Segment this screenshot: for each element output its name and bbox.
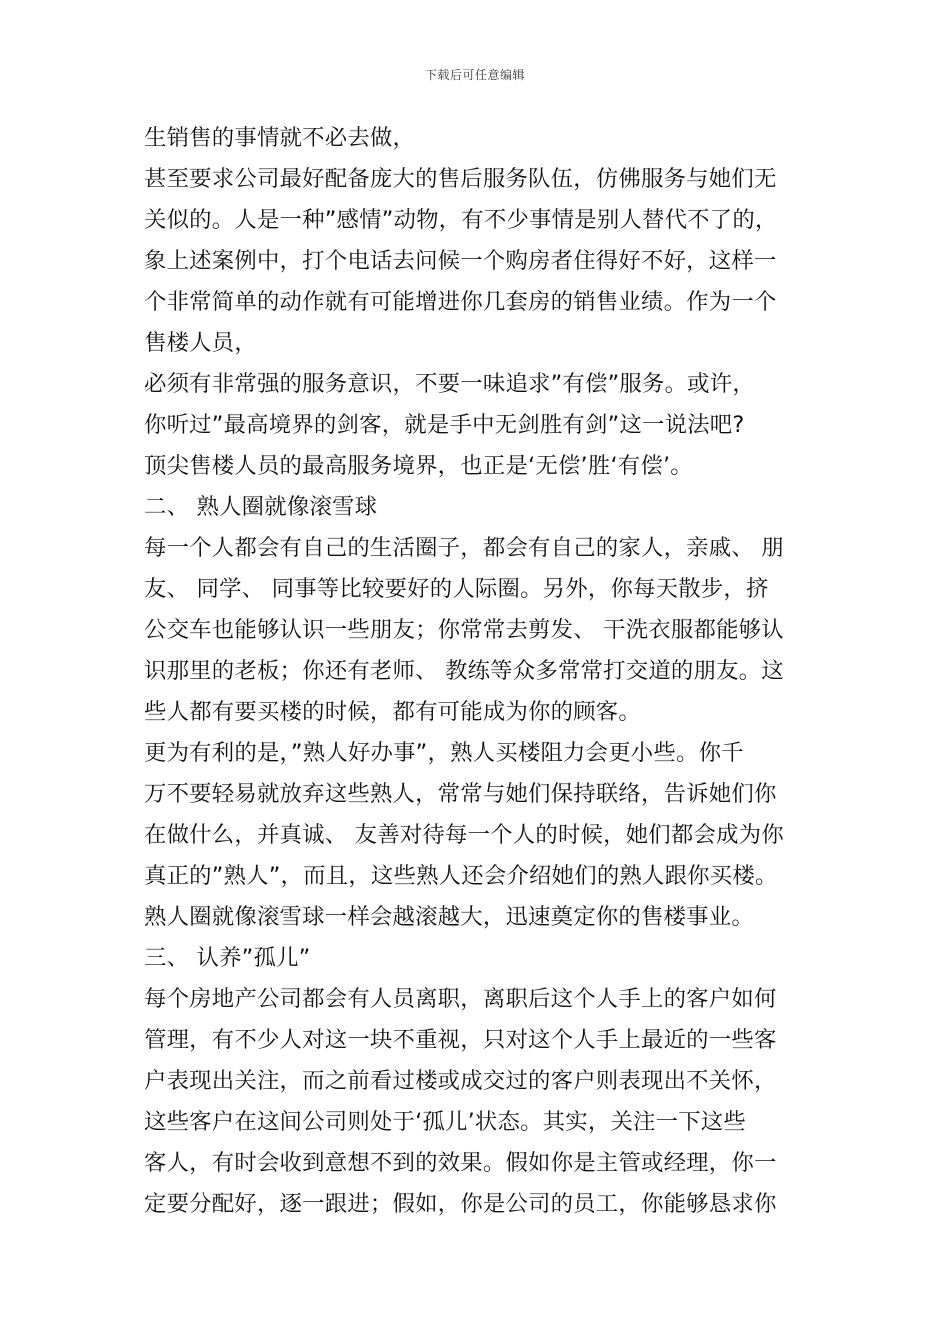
- text-line: 客人，有时会收到意想不到的效果。假如你是主管或经理，你一: [144, 1150, 777, 1176]
- text-line: 这些客户在这间公司则处于‘孤儿’状态。其实，关注一下这些: [144, 1109, 746, 1135]
- text-line: 万不要轻易就放弃这些熟人，常常与她们保持联络，告诉她们你: [144, 781, 777, 807]
- text-line: 每个房地产公司都会有人员离职，离职后这个人手上的客户如何: [144, 986, 777, 1012]
- text-line: 识那里的老板；你还有老师、 教练等众多常常打交道的朋友。这: [144, 658, 784, 684]
- body-text: [144, 118, 824, 1225]
- text-line: 每一个人都会有自己的生活圈子，都会有自己的家人，亲戚、 朋: [144, 535, 784, 561]
- section-heading: 三、 认养”孤儿”: [144, 945, 311, 971]
- text-line: 象上述案例中，打个电话去问候一个购房者住得好不好，这样一: [144, 248, 777, 274]
- text-line: 甚至要求公司最好配备庞大的售后服务队伍，仿佛服务与她们无: [144, 166, 777, 192]
- text-line: 关似的。人是一种”感情”动物，有不少事情是别人替代不了的，: [144, 207, 778, 233]
- text-line: 公交车也能够认识一些朋友；你常常去剪发、 干洗衣服都能够认: [144, 617, 784, 643]
- text-line: 你听过”最高境界的剑客，就是手中无剑胜有剑”这一说法吧?: [144, 412, 745, 438]
- text-line: 些人都有要买楼的时候，都有可能成为你的顾客。: [144, 699, 641, 725]
- text-line: 必须有非常强的服务意识，不要一味追求”有偿”服务。或许，: [144, 371, 755, 397]
- text-line: 生销售的事情就不必去做，: [144, 125, 416, 151]
- text-line: 在做什么，并真诚、 友善对待每一个人的时候，她们都会成为你: [144, 822, 784, 848]
- page-header: 下载后可任意编辑: [424, 68, 525, 82]
- text-line: 顶尖售楼人员的最高服务境界，也正是‘无偿’胜‘有偿’。: [144, 453, 693, 479]
- section-heading: 二、 熟人圈就像滚雪球: [144, 494, 378, 520]
- text-line: 熟人圈就像滚雪球一样会越滚越大，迅速奠定你的售楼事业。: [144, 904, 754, 930]
- text-line: 个非常简单的动作就有可能增进你几套房的销售业绩。作为一个: [144, 289, 777, 315]
- text-line: 更为有利的是，”熟人好办事”，熟人买楼阻力会更小些。你千: [144, 740, 744, 766]
- text-line: 定要分配好，逐一跟进；假如，你是公司的员工，你能够恳求你: [144, 1191, 777, 1217]
- text-line: 售楼人员，: [144, 330, 257, 356]
- text-line: 管理，有不少人对这一块不重视，只对这个人手上最近的一些客: [144, 1027, 777, 1053]
- text-line: 户表现出关注，而之前看过楼或成交过的客户则表现出不关怀，: [144, 1068, 777, 1094]
- text-line: 真正的”熟人”，而且，这些熟人还会介绍她们的熟人跟你买楼。: [144, 863, 778, 889]
- text-line: 友、 同学、 同事等比较要好的人际圈。另外，你每天散步，挤: [144, 576, 769, 602]
